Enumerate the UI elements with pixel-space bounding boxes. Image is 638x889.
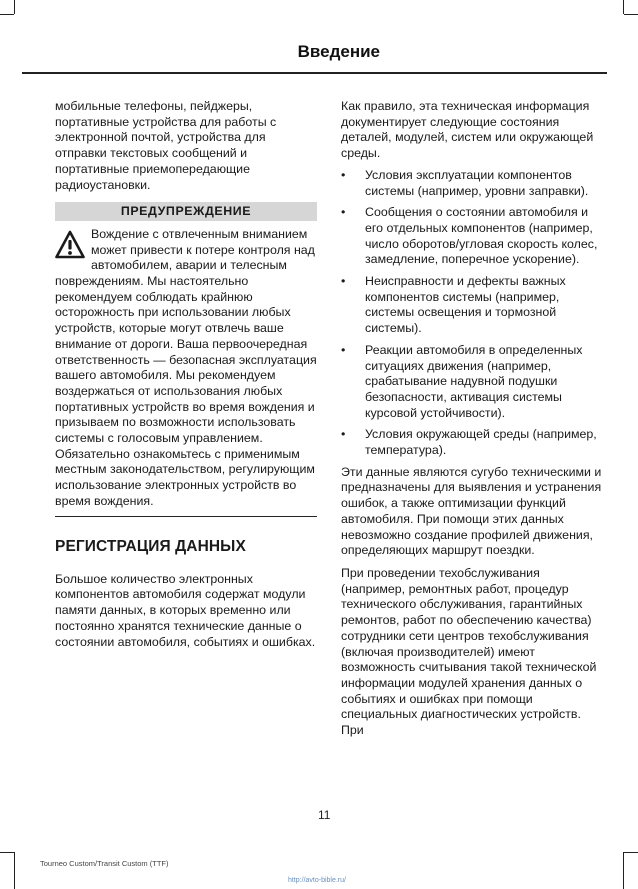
warning-bottom-rule: [55, 516, 317, 518]
crop-mark-bottom-left-v: [14, 852, 15, 889]
data-purpose-paragraph: Эти данные являются сугубо техническими и предназначены для выявления и устранения ошибок, а также оптимизации функций автомобиля. При помощи этих данных невозможно создание профилей движения, определяющих маршрут поездки.: [341, 464, 602, 558]
list-item-text: Условия эксплуатации компонентов системы (например, уровни заправки).: [365, 167, 589, 198]
section-paragraph: Большое количество электронных компонентов автомобиля содержат модули памяти данных, в которых временно или постоянно хранятся технические данные о состоянии автомобиля, событиях и ошибках.: [55, 571, 316, 649]
warning-text-indented: Вождение с отвлеченным вниманием может привести к потере контроля над: [91, 226, 315, 257]
title-divider: [22, 72, 607, 74]
bullet-icon: •: [341, 427, 346, 442]
crop-mark-top-right-v: [623, 0, 624, 14]
bullet-icon: •: [341, 342, 346, 357]
crop-mark-bottom-left-h: [0, 852, 14, 853]
intro-paragraph: мобильные телефоны, пейджеры, портативные устройства для работы с электронной почтой, устройства для отправки текстовых сообщений и портативные приемопередающие радиоустановки.: [55, 99, 277, 192]
list-item-text: Условия окружающей среды (например, температура).: [365, 427, 597, 458]
crop-mark-bottom-right-h: [624, 852, 638, 853]
page-number: 11: [318, 808, 331, 822]
right-column: [341, 99, 606, 739]
warning-body: [55, 227, 317, 510]
right-intro-paragraph: Как правило, эта техническая информация документирует следующие состояния деталей, модулей, систем или окружающей среды.: [341, 99, 594, 161]
bullet-icon: •: [341, 167, 346, 182]
list-item: [341, 274, 606, 337]
list-item-text: Реакции автомобиля в определенных ситуациях движения (например, срабатывание надувной подушки безопасности, активация системы курсовой устойчивости).: [365, 342, 583, 420]
warning-triangle-icon: [55, 230, 85, 260]
left-column: [55, 99, 317, 650]
warning-text: автомобилем, аварии и телесным повреждениям. Мы настоятельно рекомендуем соблюдать крайнюю осторожность при использовании любых устройств, которые могут отвлечь ваше внимание от дороги. Ваша первоочередная ответственность — безопасная эксплуатация вашего автомобиля. Мы рекомендуем воздержаться от использования любых портативных устройств во время вождения и призываем по возможности использовать системы с голосовым управлением. Обязательно ознакомьтесь с применимым местным законодательством, регулирующим использование электронных устройств во время вождения.: [55, 258, 317, 508]
bullet-icon: •: [341, 274, 346, 289]
crop-mark-bottom-right-v: [623, 852, 624, 889]
page-title: Введение: [297, 42, 380, 61]
bullet-icon: •: [341, 205, 346, 220]
warning-heading: ПРЕДУПРЕЖДЕНИЕ: [55, 202, 317, 221]
list-item: [341, 168, 606, 199]
crop-mark-top-left-v: [14, 0, 15, 14]
service-paragraph: При проведении техобслуживания (например, ремонтных работ, процедур технического обслуживания, гарантийных ремонтов, работ по обеспечению качества) сотрудники сети центров техобслуживания (включая производителей) имеют возможность считывания такой технической информации модулей хранения данных о событиях и ошибках при помощи специальных диагностических устройств. При: [341, 565, 597, 738]
list-item-text: Сообщения о состоянии автомобиля и его отдельных компонентов (например, число оборотов/угловая скорость колес, замедление, поперечное ускорение).: [365, 205, 598, 267]
list-item: [341, 427, 606, 458]
footer-url-link[interactable]: http://avto-bible.ru/: [288, 877, 346, 884]
crop-mark-top-right-h: [624, 14, 638, 15]
list-item-text: Неисправности и дефекты важных компонентов системы (например, системы освещения и тормозной системы).: [365, 274, 566, 336]
list-item: [341, 343, 606, 422]
warning-box: [55, 202, 317, 517]
list-item: [341, 205, 606, 268]
crop-mark-top-left-h: [0, 14, 14, 15]
footer-model: Tourneo Custom/Transit Custom (TTF): [40, 859, 169, 868]
bullet-list: [341, 168, 606, 459]
section-heading: РЕГИСТРАЦИЯ ДАННЫХ: [55, 538, 246, 556]
